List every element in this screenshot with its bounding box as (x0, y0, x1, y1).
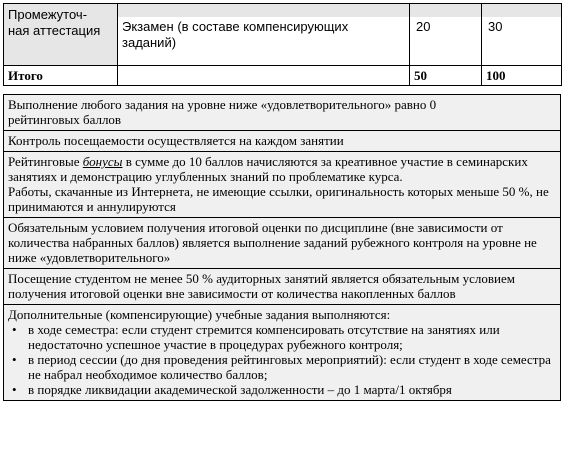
total-max: 100 (482, 66, 562, 86)
row-label: Промежуточ- ная аттестация (8, 7, 101, 38)
bullet-icon: • (12, 322, 17, 337)
row-label-cell (4, 4, 118, 66)
total-min: 50 (410, 66, 482, 86)
rule-internet-works: Работы, скачанные из Интернета, не имеющие ссылки, оригинальность которых меньше 50 %, не принимаются и аннулируются (8, 184, 549, 214)
list-item: • в порядке ликвидации академической задолженности – до 1 марта/1 октября (12, 382, 452, 397)
rule-zero-points: Выполнение любого задания на уровне ниже «удовлетворительного» равно 0 рейтинговых баллов (4, 95, 561, 131)
bonus-post: в сумме до 10 баллов начисляются за креативное участие в семинарских занятиях и демонстрацию углубленных знаний по проблематике курса. (8, 154, 528, 184)
max-value: 30 (488, 19, 503, 34)
min-value: 20 (416, 19, 431, 34)
bonus-emphasis: бонусы (82, 154, 123, 169)
table-row (4, 269, 561, 305)
assessment-table (3, 3, 561, 86)
rule-attendance-control: Контроль посещаемости осуществляется на каждом занятии (4, 131, 561, 152)
compensating-list (8, 322, 556, 397)
bullet-icon: • (12, 382, 17, 397)
table-row (4, 4, 562, 66)
rule-bonuses (4, 152, 561, 218)
list-item: • в ходе семестра: если студент стремится компенсировать отсутствие на занятиях или недостаточно успешное участие в процедурах рубежного контроля; (12, 322, 500, 352)
item-text: Экзамен (в составе компенсирующих заданий) (122, 19, 349, 50)
min-cell (410, 4, 482, 66)
item-cell (118, 4, 410, 66)
rules-table (3, 94, 561, 401)
bonus-pre: Рейтинговые (8, 154, 83, 169)
table-row (4, 131, 561, 152)
rule-compensating-tasks (4, 305, 561, 401)
total-label: Итого (4, 66, 118, 86)
compensating-intro: Дополнительные (компенсирующие) учебные задания выполняются: (8, 307, 391, 322)
total-row (4, 66, 562, 86)
rule-attendance-50: Посещение студентом не менее 50 % аудиторных занятий является обязательным условием получения итоговой оценки вне зависимости от количества накопленных баллов (4, 269, 561, 305)
rule-final-grade-condition: Обязательным условием получения итоговой оценки по дисциплине (вне зависимости от количества набранных баллов) является выполнение заданий рубежного контроля на уровне не ниже «удовлетворительного» (4, 218, 561, 269)
table-row (4, 305, 561, 401)
table-row (4, 218, 561, 269)
max-cell (482, 4, 562, 66)
table-row (4, 95, 561, 131)
table-row (4, 152, 561, 218)
list-item: • в период сессии (до дня проведения рейтинговых мероприятий): если студент в ходе семестра не набрал необходимое количество баллов; (12, 352, 551, 382)
bullet-icon: • (12, 352, 17, 367)
